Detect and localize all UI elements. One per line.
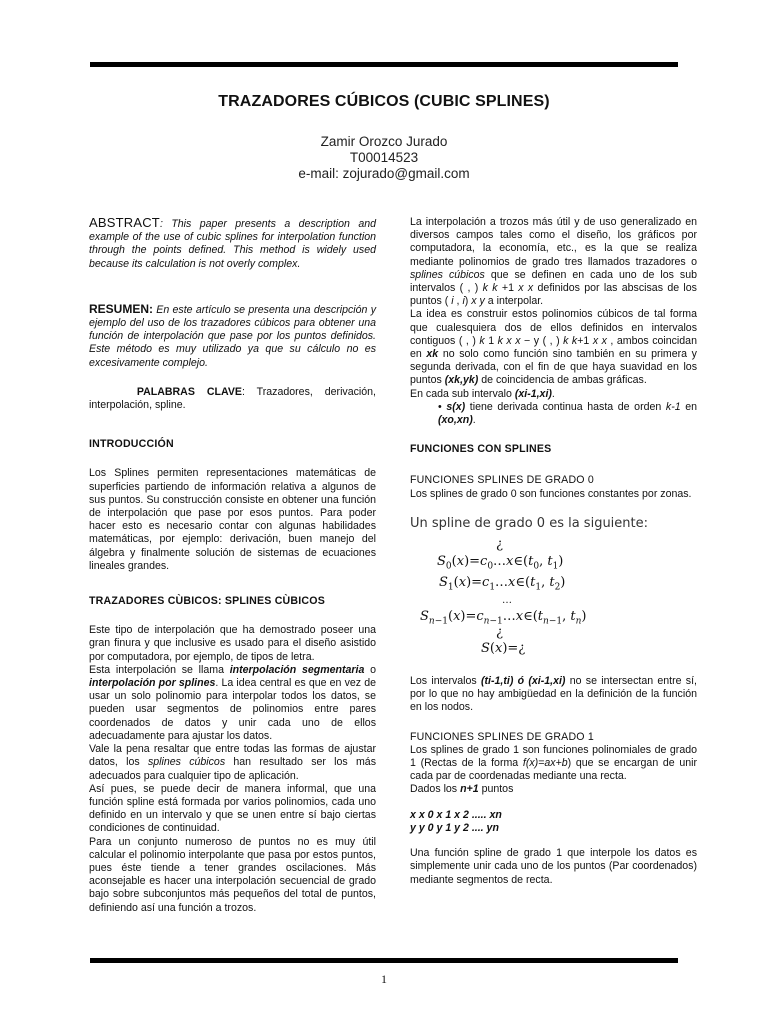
resumen-text: En este artículo se presenta una descripción y ejemplo del uso de los trazadores cúbicos para obtener una función de interpolación que pase por los puntos definidos. Este método es muy utilizado ya que su cálculo no es excesivamente complejo. xyxy=(89,303,376,369)
text-run: 1 xyxy=(484,334,498,347)
grado1-heading: FUNCIONES SPLINES DE GRADO 1 xyxy=(410,730,594,743)
text-run: Dados los xyxy=(410,783,461,796)
right-column xyxy=(410,216,697,887)
text-run: , xyxy=(453,295,463,308)
text-run: de coincidencia de ambas gráficas. xyxy=(478,374,647,387)
emphasis-run: interpolación segmentaria xyxy=(229,663,365,676)
x-values-row: x x 0 x 1 x 2 ..... xn xyxy=(410,808,502,821)
italic-run: splines cúbicos xyxy=(147,756,226,769)
grado1-text xyxy=(410,744,697,784)
emphasis-run: xk xyxy=(426,348,439,361)
resumen-paragraph xyxy=(89,303,376,370)
text-run: . La idea central es que en vez de usar un solo polinomio para interpolar todos los datos, se pueden usar segmentos de polinomios entre pares coordenados de datos y unir cada uno de ellos adecuadamente para ajustar los datos. xyxy=(89,677,377,742)
text-run: Los intervalos xyxy=(410,675,481,688)
emphasis-run: (ti-1,ti) ó (xi-1,xi) xyxy=(480,675,566,688)
text-run: +1 xyxy=(497,282,519,295)
grado0-text: Los splines de grado 0 son funciones constantes por zonas. xyxy=(410,487,692,500)
text-run: , ambos coincidan en xyxy=(410,334,697,361)
emphasis-run: (xk,yk) xyxy=(444,374,479,387)
text-run: +1 xyxy=(577,334,593,347)
text-run: Esta interpolación se llama xyxy=(89,663,230,676)
top-rule xyxy=(90,62,678,67)
intervals-paragraph xyxy=(410,675,697,715)
italic-run: x x xyxy=(518,282,534,295)
text-run: La interpolación a trozos más útil y de uso generalizado en diversos campos tales como el diseño, los gráficos por computadora, la economía, etc., es la que se realiza mediante polinomios de grado tres llamados trazadores o xyxy=(410,216,697,268)
bullet-glyph: • xyxy=(438,400,447,413)
keywords-text: : Trazadores, derivación, interpolación, spline. xyxy=(89,385,376,412)
italic-run: k x x xyxy=(497,334,521,347)
math-symbol: ¿ xyxy=(496,537,503,553)
text-run: en xyxy=(680,400,698,413)
math-symbol: ¿ xyxy=(496,625,503,641)
text-run: . xyxy=(472,414,476,427)
abstract-text: : This paper presents a description and example of the use of cubic splines for interpolation function through the points defined. This method is widely used because its calculation is not overly complex. xyxy=(89,218,376,270)
text-run: definidos por las abscisas de los puntos ( xyxy=(410,282,697,308)
equation-sn: $S_{n-1}(x)=c_{n-1}\dots x\in(t_{n-1}$, $t_n$) xyxy=(420,609,587,627)
y-values-row: y y 0 y 1 y 2 .... yn xyxy=(410,821,499,834)
italic-run: x x xyxy=(592,334,607,347)
final-paragraph: Una función spline de grado 1 que interpole los datos es simplemente unir cada uno de los puntos (Par coordenados) mediante segmentos de recta. xyxy=(410,847,697,886)
left-column xyxy=(89,216,376,915)
italic-run: k xyxy=(479,334,485,347)
text-run: En cada sub intervalo xyxy=(410,387,515,400)
text-run: ) xyxy=(464,295,472,308)
equation-s: S(x)=¿ xyxy=(481,641,526,657)
trazadores-p2 xyxy=(89,664,376,743)
text-run: han resultado ser los más adecuados para cualquier tipo de aplicación. xyxy=(89,756,376,782)
italic-run: splines cúbicos xyxy=(410,268,485,281)
italic-run: x y xyxy=(471,295,485,308)
right-p1 xyxy=(410,216,697,308)
right-p2 xyxy=(410,308,697,387)
intro-heading: INTRODUCCIÓN xyxy=(89,438,174,451)
right-p3 xyxy=(410,388,697,401)
bottom-rule xyxy=(90,958,678,963)
spline-grado0-equations xyxy=(410,530,697,665)
paper-title: TRAZADORES CÚBICOS (CUBIC SPLINES) xyxy=(218,93,550,110)
italic-run: k k xyxy=(482,282,498,295)
italic-run: i xyxy=(451,295,454,308)
math-ellipsis: … xyxy=(502,595,512,607)
intro-text: Los Splines permiten representaciones matemáticas de superficies partiendo de información relativa a algunos de sus puntos. Su construcción consiste en obtener una función de interpolación que pase por esos puntos. Para poder hacer esto es necesario contar con algunas habilidades matemáticas, por ejemplo: derivación, buen manejo del álgebra y finalmente solución de sistemas de ecuaciones lineales grandes. xyxy=(89,467,376,572)
italic-run: f(x)=ax+b xyxy=(522,757,568,770)
text-run: . xyxy=(551,387,555,400)
dados-paragraph xyxy=(410,783,697,796)
text-run: ) que se encargan de unir cada par de coordenadas mediante una recta. xyxy=(410,757,698,783)
text-run: o xyxy=(364,663,376,676)
emphasis-run: interpolación por splines xyxy=(89,677,216,690)
emphasis-run: (xi-1,xi) xyxy=(514,387,552,400)
bullet-item xyxy=(410,401,697,427)
italic-run: k-1 xyxy=(665,400,681,413)
text-run: tiene derivada continua hasta de orden xyxy=(465,400,666,413)
equation-s1: $S_1(x)=c_1\dots x\in(t_1$, $t_2$) xyxy=(439,575,566,593)
emphasis-run: s(x) xyxy=(446,400,466,413)
grado0-heading: FUNCIONES SPLINES DE GRADO 0 xyxy=(410,474,594,487)
text-run: La idea es construir estos polinomios cúbicos de tal forma que cualesquiera dos de ellos definidos en intervalos contiguos ( , ) xyxy=(410,308,697,347)
italic-run: k k xyxy=(563,334,578,347)
emphasis-run: n+1 xyxy=(460,783,479,796)
trazadores-p5: Para un conjunto numeroso de puntos no es muy útil calcular el polinomio interpolante que pasa por estos puntos, pues éste tiende a tener grandes oscilaciones. Más aconsejable es hacer una interpolación secuencial de grado bajo sobre subconjuntos más pequeños del total de puntos, definiendo así una función a trozos. xyxy=(89,835,376,914)
abstract-heading: ABSTRACT xyxy=(89,215,160,230)
text-run: no se intersectan entre sí, por lo que no hay ambigüedad en la definición de la función en los nodos. xyxy=(410,675,697,714)
author-id: T00014523 xyxy=(349,150,419,165)
author-email: e-mail: zojurado@gmail.com xyxy=(298,166,470,181)
trazadores-heading: TRAZADORES CÙBICOS: SPLINES CÙBICOS xyxy=(89,595,325,608)
keywords-paragraph xyxy=(89,386,376,412)
emphasis-run: (xo,xn) xyxy=(438,414,473,427)
text-run: Los splines de grado 1 son funciones polinomiales de grado 1 (Rectas de la forma xyxy=(410,743,697,770)
text-run: − y ( , ) xyxy=(520,334,564,347)
trazadores-p3 xyxy=(89,743,376,783)
equation-s0: $S_0(x)=c_0\dots x\in(t_0$, $t_1$) xyxy=(437,554,564,572)
page-number: 1 xyxy=(381,972,387,986)
resumen-heading: RESUMEN: xyxy=(89,301,154,316)
trazadores-p4: Así pues, se puede decir de manera informal, que una función spline está formada por varios polinomios, cada uno definido en un intervalo y que se unen entre sí bajo ciertas condiciones de continuidad. xyxy=(89,782,376,835)
math-intro: Un spline de grado 0 es la siguiente: xyxy=(410,515,649,531)
text-run: a interpolar. xyxy=(484,295,544,308)
funciones-heading: FUNCIONES CON SPLINES xyxy=(410,443,552,456)
text-run: no solo como función sino también en su primera y segunda derivada, con el fin de que haya suavidad en los puntos xyxy=(410,348,697,387)
author-block xyxy=(90,134,678,182)
text-run: que se definen en cada uno de los sub intervalos ( , ) xyxy=(410,268,697,295)
author-name: Zamir Orozco Jurado xyxy=(320,134,448,149)
trazadores-p1: Este tipo de interpolación que ha demostrado poseer una gran finura y que inclusive es usado para el diseño asistido por computadora, por ejemplo, de tipos de letra. xyxy=(89,624,376,663)
italic-run: i xyxy=(462,295,465,308)
text-run: Vale la pena resaltar que entre todas las formas de ajustar datos, los xyxy=(89,743,376,769)
text-run: puntos xyxy=(478,783,514,796)
keywords-label: PALABRAS CLAVE xyxy=(136,385,242,398)
abstract-paragraph xyxy=(89,216,376,271)
